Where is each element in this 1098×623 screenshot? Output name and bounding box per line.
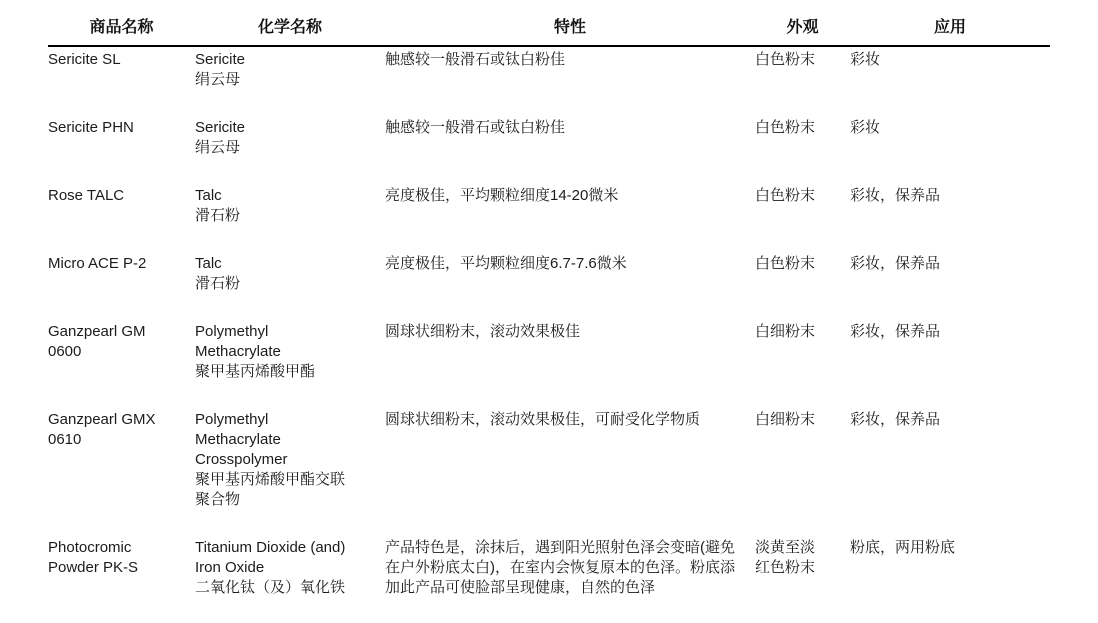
cell-chemical-name: [195, 183, 385, 251]
text-line: Photocromic: [48, 539, 132, 556]
col-header-features: 特性: [385, 12, 755, 46]
cell-product-name: [48, 115, 195, 183]
cell-application: 彩妆，保养品: [850, 411, 941, 428]
text-line: 红色粉末: [755, 559, 816, 576]
cell-product-name: [48, 535, 195, 623]
text-line: 聚合物: [195, 491, 241, 508]
text-line: Talc: [195, 187, 222, 204]
cell-features: 亮度极佳，平均颗粒细度14-20微米: [385, 187, 619, 204]
product-spec-table: [48, 12, 1050, 623]
cell-chemical-name: [195, 319, 385, 407]
text-line: Crosspolymer: [195, 451, 288, 468]
text-line: 0610: [48, 431, 82, 448]
text-line: Sericite PHN: [48, 119, 134, 136]
text-line: Titanium Dioxide (and): [195, 539, 346, 556]
cell-appearance: [755, 115, 850, 183]
table-row: [48, 251, 1050, 319]
cell-product-name: [48, 407, 195, 535]
cell-chemical-name: [195, 251, 385, 319]
text-line: Methacrylate: [195, 431, 281, 448]
cell-features: 圆球状细粉末，滚动效果极佳: [385, 323, 581, 340]
text-line: Micro ACE P-2: [48, 255, 147, 272]
text-line: Iron Oxide: [195, 559, 265, 576]
cell-application: 彩妆: [850, 119, 881, 136]
cell-chemical-name: [195, 115, 385, 183]
cell-appearance: [755, 535, 850, 623]
text-line: 绢云母: [195, 71, 241, 88]
text-line: Sericite: [195, 119, 246, 136]
cell-features: 产品特色是，涂抹后，遇到阳光照射色泽会变暗(避免在户外粉底太白)，在室内会恢复原本的色泽。粉底添加此产品可使脸部呈现健康，自然的色泽: [385, 539, 735, 596]
table-row: [48, 535, 1050, 623]
table-row: [48, 115, 1050, 183]
cell-product-name: [48, 319, 195, 407]
cell-application: 彩妆，保养品: [850, 323, 941, 340]
text-line: Ganzpearl GM: [48, 323, 146, 340]
cell-product-name: [48, 46, 195, 115]
cell-application: 彩妆，保养品: [850, 187, 941, 204]
text-line: Ganzpearl GMX: [48, 411, 156, 428]
text-line: Powder PK-S: [48, 559, 139, 576]
text-line: 聚甲基丙烯酸甲酯交联: [195, 471, 346, 488]
cell-features: 触感较一般滑石或钛白粉佳: [385, 51, 566, 68]
text-line: 绢云母: [195, 139, 241, 156]
cell-appearance: [755, 46, 850, 115]
col-header-appearance: 外观: [755, 12, 850, 46]
text-line: 白细粉末: [755, 323, 816, 340]
cell-features: 圆球状细粉末，滚动效果极佳，可耐受化学物质: [385, 411, 701, 428]
text-line: 白色粉末: [755, 187, 816, 204]
cell-product-name: [48, 251, 195, 319]
cell-features: 亮度极佳，平均颗粒细度6.7-7.6微米: [385, 255, 627, 272]
text-line: 白色粉末: [755, 51, 816, 68]
text-line: 滑石粉: [195, 275, 241, 292]
cell-application: 彩妆，保养品: [850, 255, 941, 272]
text-line: Talc: [195, 255, 222, 272]
text-line: 二氧化钛（及）氧化铁: [195, 579, 346, 596]
text-line: Sericite: [195, 51, 246, 68]
col-header-chemical-name: 化学名称: [195, 12, 385, 46]
header-row: [48, 12, 1050, 46]
text-line: 聚甲基丙烯酸甲酯: [195, 363, 316, 380]
cell-chemical-name: [195, 46, 385, 115]
cell-appearance: [755, 319, 850, 407]
table-row: [48, 183, 1050, 251]
cell-appearance: [755, 183, 850, 251]
text-line: Polymethyl: [195, 323, 269, 340]
cell-features: 触感较一般滑石或钛白粉佳: [385, 119, 566, 136]
col-header-product-name: 商品名称: [48, 12, 195, 46]
text-line: 白细粉末: [755, 411, 816, 428]
cell-chemical-name: [195, 407, 385, 535]
cell-application: 彩妆: [850, 51, 881, 68]
table-row: [48, 319, 1050, 407]
text-line: 白色粉末: [755, 119, 816, 136]
text-line: Polymethyl: [195, 411, 269, 428]
cell-product-name: [48, 183, 195, 251]
text-line: Methacrylate: [195, 343, 281, 360]
text-line: 淡黄至淡: [755, 539, 816, 556]
text-line: 0600: [48, 343, 82, 360]
text-line: Rose TALC: [48, 187, 125, 204]
cell-chemical-name: [195, 535, 385, 623]
table-row: [48, 46, 1050, 115]
cell-application: 粉底，两用粉底: [850, 539, 956, 556]
cell-appearance: [755, 407, 850, 535]
text-line: 滑石粉: [195, 207, 241, 224]
text-line: Sericite SL: [48, 51, 121, 68]
col-header-application: 应用: [850, 12, 1050, 46]
cell-appearance: [755, 251, 850, 319]
table-row: [48, 407, 1050, 535]
text-line: 白色粉末: [755, 255, 816, 272]
